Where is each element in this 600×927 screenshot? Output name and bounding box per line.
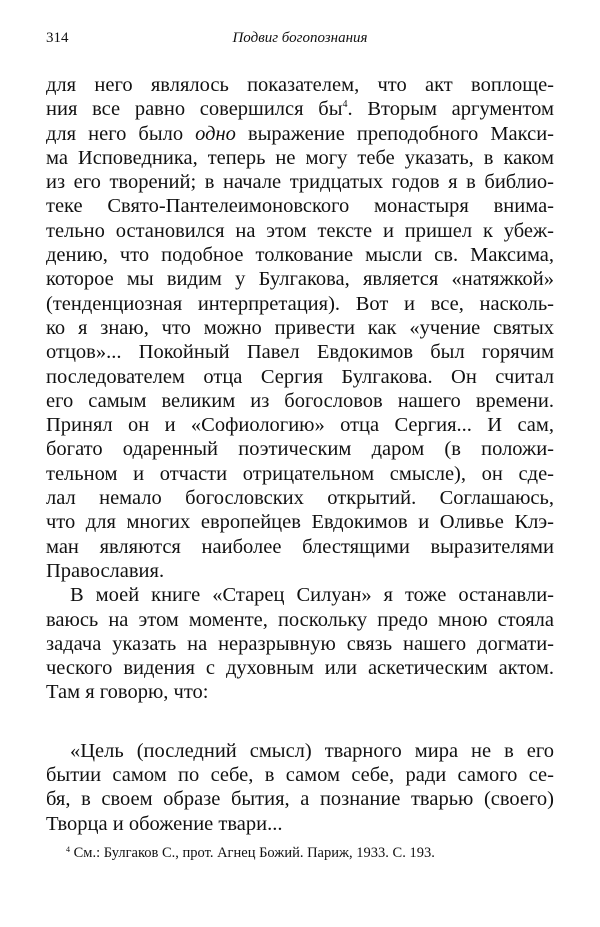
text-line: теке Свято-Пантелеимоновского монастыря внима- [46,195,554,218]
text-line: (тенденциозная интерпретация). Вот и все, насколь- [46,292,554,315]
emphasis: одно [195,122,236,145]
paragraph-first-line: В моей книге «Старец Силуан» я тоже останавли- [70,584,554,607]
text-fragment: . Вторым аргументом [347,98,554,121]
block-quote [46,739,554,836]
running-title: Подвиг богопознания [232,30,368,46]
text-line: богато одаренный поэтическим даром (в положи- [46,438,554,461]
text-line: тельно остановился на этом тексте и пришел к убеж- [46,219,554,242]
text-line: Принял он и «Софиологию» отца Сергия... И сам, [46,414,554,437]
text-line: что для многих европейцев Евдокимов и Оливье Клэ- [46,511,554,534]
page-number: 314 [46,30,69,46]
page-header [46,30,554,50]
footnote-text: См.: Булгаков С., прот. Агнец Божий. Париж, 1933. С. 193. [73,845,435,861]
body-text [46,73,554,836]
text-line: последователем отца Сергия Булгакова. Он считал [46,365,554,388]
spacer [46,705,554,739]
quote-line: Творца и обожение твари... [46,812,283,835]
text-fragment: выражение преподобного Макси- [247,122,554,145]
text-line: дению, что подобное толкование мысли св. Максима, [46,244,554,267]
footnote [66,845,435,862]
text-line [46,97,554,121]
text-fragment: ния все равно совершился бы [46,98,343,121]
quote-line: бытии самом по себе, в самом себе, ради самого се- [46,764,554,787]
text-line: задача указать на неразрывную связь нашего догмати- [46,632,554,655]
text-line: ма Исповедника, теперь не могу тебе указать, в каком [46,146,554,169]
text-line: ческого видения с духовным или аскетическим актом. [46,657,554,680]
text-fragment: для него было [46,122,184,145]
text-line: из его творений; в начале тридцатых годов я в библио- [46,171,554,194]
text-line: Там я говорю, что: [46,681,209,704]
footnote-marker: 4 [66,845,70,854]
text-line: ман являются наиболее блестящими выразителями [46,535,554,558]
text-line: Православия. [46,559,165,582]
text-line: ко я знаю, что можно привести как «учение святых [46,316,554,339]
footnote-reference[interactable]: 4 [342,99,348,111]
text-line: лал немало богословских открытий. Соглашаюсь, [46,487,554,510]
text-line: тельном и отчасти отрицательном смысле), он сде- [46,462,554,485]
quote-line: бя, в своем образе бытия, а познание тварью (своего) [46,788,554,811]
text-line: его самым великим из богословов нашего времени. [46,389,554,412]
text-line: для него являлось показателем, что акт воплоще- [46,74,554,96]
quote-line: «Цель (последний смысл) тварного мира не в его [70,739,554,762]
text-line [46,122,554,146]
text-line: отцов»... Покойный Павел Евдокимов был горячим [46,341,554,364]
text-line: ваюсь на этом моменте, поскольку предо мною стояла [46,608,554,631]
text-line: которое мы видим у Булгакова, является «натяжкой» [46,268,554,291]
